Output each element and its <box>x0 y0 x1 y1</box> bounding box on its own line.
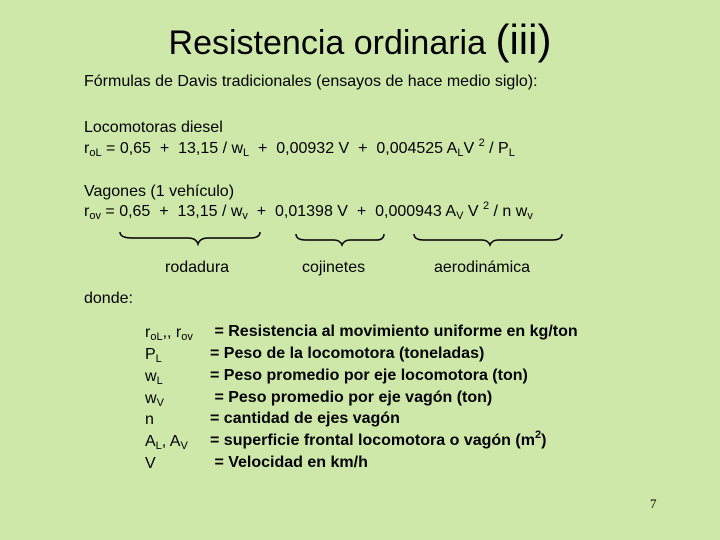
subtitle: Fórmulas de Davis tradicionales (ensayos de hace medio siglo): <box>84 73 538 90</box>
title-numeral: (iii) <box>495 16 552 63</box>
def-text-r: = Resistencia al movimiento uniforme en kg/ton <box>210 323 578 340</box>
def-symbol-wL: $w_L$ <box>145 368 163 387</box>
brace-aerodinamica <box>414 234 562 245</box>
brace-rodadura <box>120 232 260 244</box>
label-cojinetes: cojinetes <box>302 259 366 276</box>
def-text-V: = Velocidad en km/h <box>210 454 368 471</box>
label-aerodinamica: aerodinámica <box>434 259 531 276</box>
vag-heading: Vagones (1 vehículo) <box>84 183 235 200</box>
def-text-A: = superficie frontal locomotora o vagón $(m^2)$ <box>210 429 547 449</box>
def-symbol-PL: $P_L$ <box>145 346 162 365</box>
def-symbol-A: $A_L$, $A_V$ <box>145 433 188 452</box>
def-text-n: = cantidad de ejes vagón <box>210 410 400 427</box>
vag-formula: $r_{ov} = 0,65 + 13,15 / w_v + 0,01398$ V + 0,000943 $A_V$ V $^2$ / n $w_v$ <box>84 200 533 222</box>
title-main: Resistencia ordinaria <box>168 24 487 62</box>
label-rodadura: rodadura <box>165 259 230 276</box>
def-symbol-r: $r_{oL}$,, $r_{ov}$ <box>145 324 193 343</box>
def-text-wV: = Peso promedio por eje vagón (ton) <box>210 389 493 406</box>
def-symbol-V: V <box>145 455 156 472</box>
donde-label: donde: <box>84 290 133 307</box>
loco-formula: $r_{oL} = 0,65 + 13,15 / w_L + 0,00932$ V + 0,004525 $A_LV$ $^2 / P_L$ <box>84 137 515 159</box>
loco-heading: Locomotoras diesel <box>84 119 223 136</box>
brace-cojinetes <box>296 234 384 245</box>
def-symbol-wV: $w_V$ <box>145 390 164 409</box>
def-text-PL: = Peso de la locomotora (toneladas) <box>210 345 485 362</box>
page-number: 7 <box>650 496 657 511</box>
def-text-wL: = Peso promedio por eje locomotora (ton) <box>210 367 528 384</box>
def-symbol-n: n <box>145 411 154 428</box>
